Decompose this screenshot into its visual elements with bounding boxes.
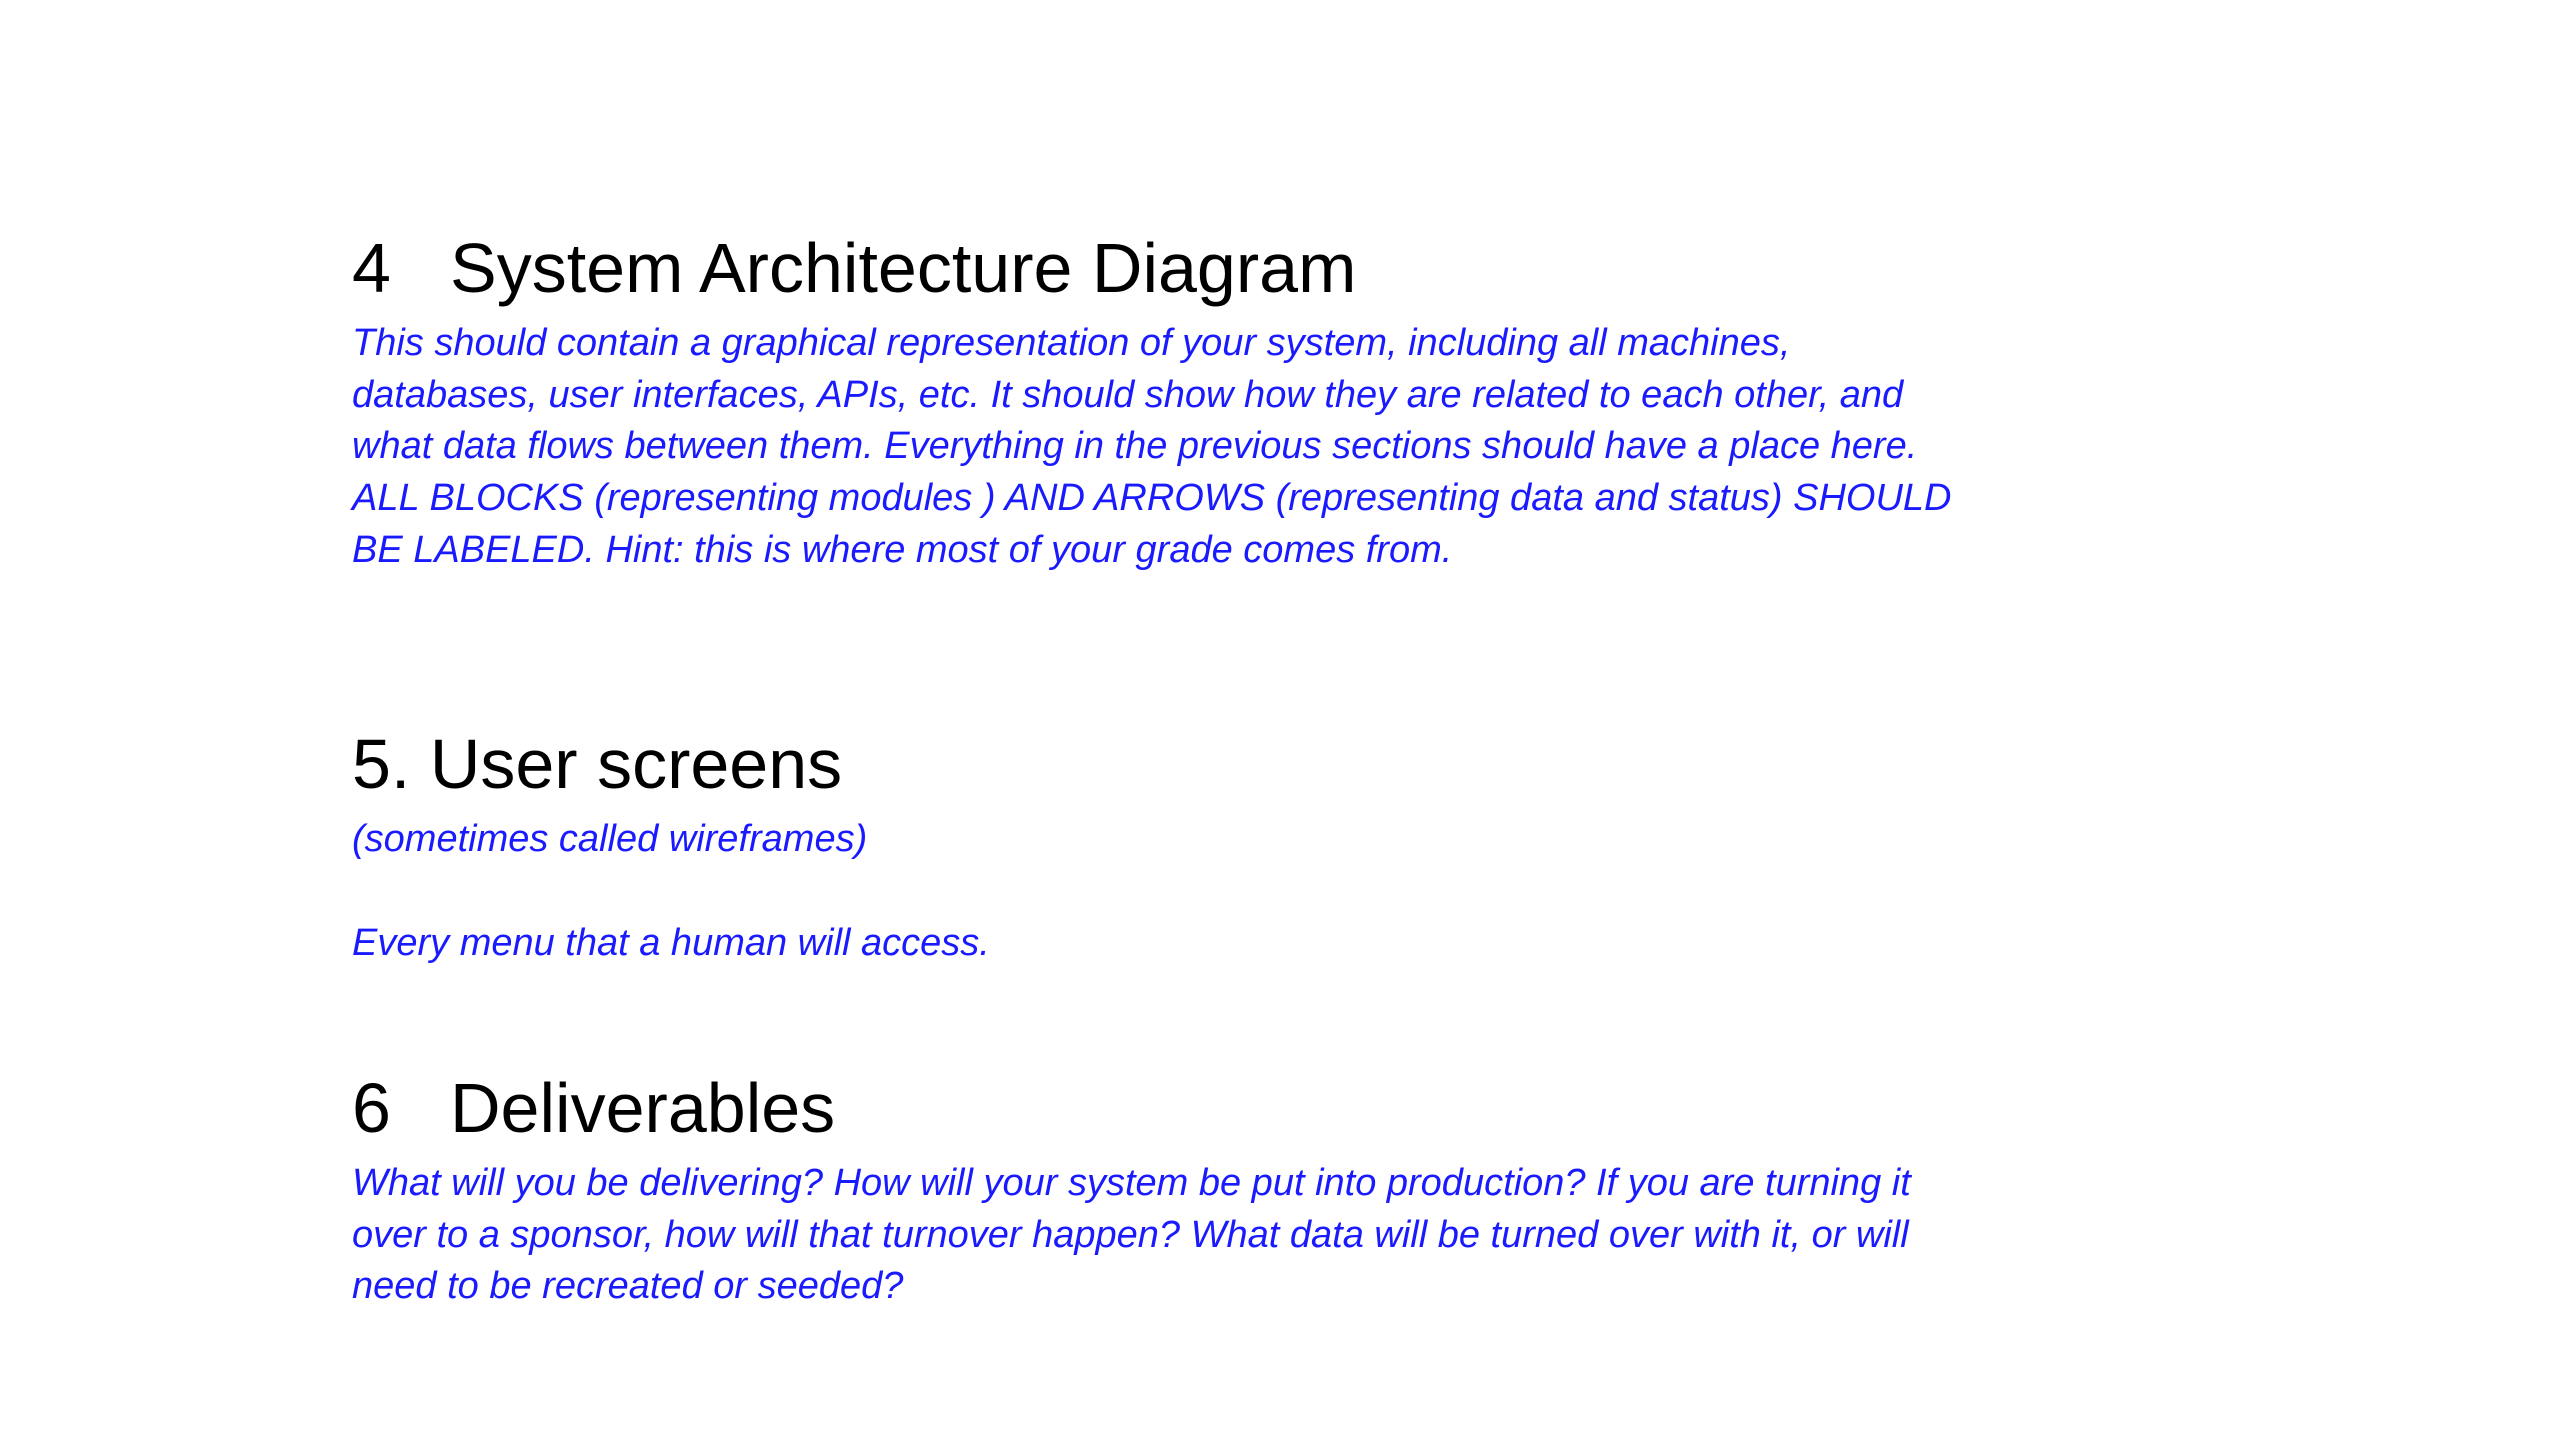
section-number: 6: [352, 1069, 391, 1147]
section-description: [352, 318, 2052, 577]
description-line: What will you be delivering? How will your system be put into production? If you are turning it: [352, 1162, 1911, 1204]
description-line: This should contain a graphical representation of your system, including all machines,: [352, 322, 1791, 364]
description-line: what data flows between them. Everything in the previous sections should have a place here.: [352, 425, 1918, 468]
section-user-screens: [352, 722, 2052, 969]
section-description: [352, 1158, 2052, 1313]
section-description: Every menu that a human will access.: [352, 921, 990, 964]
description-line: over to a sponsor, how will that turnover happen? What data will be turned over with it, or will: [352, 1213, 1909, 1256]
section-title: 5. User screens: [352, 725, 843, 803]
section-heading: [352, 226, 2052, 310]
section-deliverables: [352, 1066, 2052, 1313]
description-line: databases, user interfaces, APIs, etc. It should show how they are related to each other, and: [352, 373, 1904, 416]
section-title: Deliverables: [450, 1069, 836, 1147]
section-subtitle: (sometimes called wireframes): [352, 818, 868, 860]
section-number: 4: [352, 229, 391, 307]
section-heading: [352, 722, 2052, 806]
description-line: need to be recreated or seeded?: [352, 1265, 904, 1308]
description-line: ALL BLOCKS (representing modules ) AND ARROWS (representing data and status) SHOULD: [352, 477, 1952, 520]
description-line: BE LABELED. Hint: this is where most of your grade comes from.: [352, 528, 1453, 571]
section-system-architecture: [352, 226, 2052, 577]
section-title: System Architecture Diagram: [450, 229, 1357, 307]
section-heading: [352, 1066, 2052, 1150]
